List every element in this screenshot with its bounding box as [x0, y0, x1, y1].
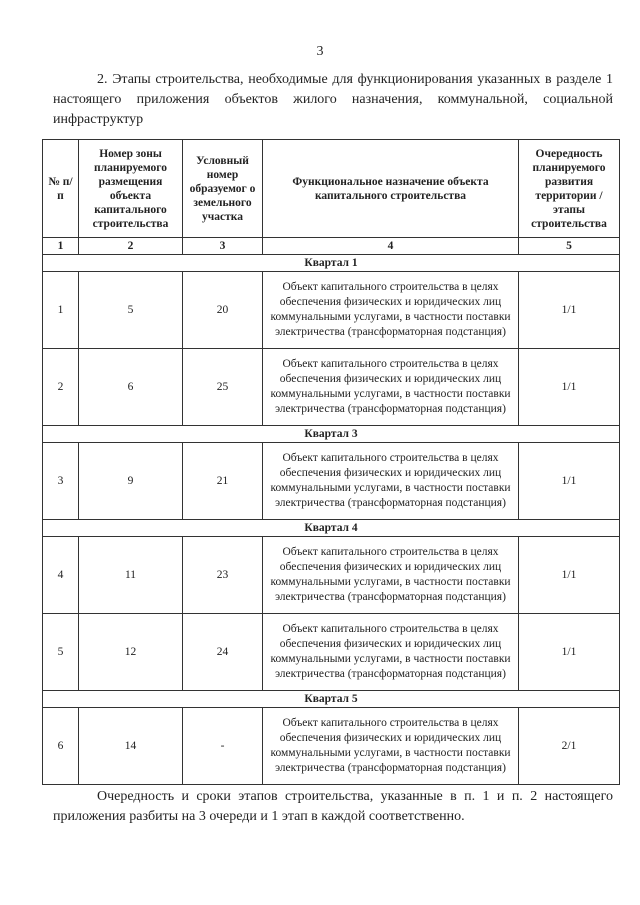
- row-number: 2: [43, 349, 79, 426]
- block-title: Квартал 4: [43, 520, 620, 537]
- table-row: [43, 272, 620, 349]
- table-row: [43, 708, 620, 785]
- header-number: № п/п: [43, 140, 79, 238]
- row-plot: 24: [183, 614, 263, 691]
- row-number: 4: [43, 537, 79, 614]
- row-plot: 21: [183, 443, 263, 520]
- header-row: [43, 140, 620, 238]
- row-purpose: Объект капитального строительства в целях обеспечения физических и юридических лиц коммунальными услугами, в частности поставки электричества (трансформаторная подстанция): [263, 443, 519, 520]
- header-plot: Условный номер образуемог о земельного участка: [183, 140, 263, 238]
- row-number: 5: [43, 614, 79, 691]
- row-number: 6: [43, 708, 79, 785]
- row-zone: 12: [79, 614, 183, 691]
- row-plot: 20: [183, 272, 263, 349]
- row-stage: 1/1: [519, 272, 620, 349]
- row-number: 1: [43, 272, 79, 349]
- row-purpose: Объект капитального строительства в целях обеспечения физических и юридических лиц коммунальными услугами, в частности поставки электричества (трансформаторная подстанция): [263, 537, 519, 614]
- row-stage: 1/1: [519, 443, 620, 520]
- header-purpose: Функциональное назначение объекта капитального строительства: [263, 140, 519, 238]
- row-number: 3: [43, 443, 79, 520]
- table-row: [43, 614, 620, 691]
- row-zone: 14: [79, 708, 183, 785]
- table-row: [43, 443, 620, 520]
- block-header-row: [43, 255, 620, 272]
- row-plot: 23: [183, 537, 263, 614]
- block-header-row: [43, 691, 620, 708]
- row-stage: 1/1: [519, 537, 620, 614]
- row-purpose: Объект капитального строительства в целях обеспечения физических и юридических лиц коммунальными услугами, в частности поставки электричества (трансформаторная подстанция): [263, 272, 519, 349]
- intro-paragraph: 2. Этапы строительства, необходимые для функционирования указанных в разделе 1 настоящего приложения объектов жилого назначения, коммунальной, социальной инфраструктур: [53, 72, 613, 127]
- row-stage: 1/1: [519, 349, 620, 426]
- header-zone: Номер зоны планируемого размещения объекта капитального строительства: [79, 140, 183, 238]
- row-plot: 25: [183, 349, 263, 426]
- table-row: [43, 537, 620, 614]
- block-title: Квартал 3: [43, 426, 620, 443]
- column-number: 5: [519, 238, 620, 255]
- row-zone: 5: [79, 272, 183, 349]
- construction-stages-table: [42, 139, 620, 785]
- column-number-row: [43, 238, 620, 255]
- block-title: Квартал 1: [43, 255, 620, 272]
- row-stage: 2/1: [519, 708, 620, 785]
- row-zone: 9: [79, 443, 183, 520]
- block-title: Квартал 5: [43, 691, 620, 708]
- block-header-row: [43, 520, 620, 537]
- row-zone: 11: [79, 537, 183, 614]
- column-number: 1: [43, 238, 79, 255]
- header-stage: Очередность планируемого развития территории / этапы строительства: [519, 140, 620, 238]
- row-zone: 6: [79, 349, 183, 426]
- row-purpose: Объект капитального строительства в целях обеспечения физических и юридических лиц коммунальными услугами, в частности поставки электричества (трансформаторная подстанция): [263, 349, 519, 426]
- page-number: 3: [316, 44, 324, 59]
- column-number: 3: [183, 238, 263, 255]
- column-number: 4: [263, 238, 519, 255]
- table-row: [43, 349, 620, 426]
- row-purpose: Объект капитального строительства в целях обеспечения физических и юридических лиц коммунальными услугами, в частности поставки электричества (трансформаторная подстанция): [263, 708, 519, 785]
- row-purpose: Объект капитального строительства в целях обеспечения физических и юридических лиц коммунальными услугами, в частности поставки электричества (трансформаторная подстанция): [263, 614, 519, 691]
- row-stage: 1/1: [519, 614, 620, 691]
- block-header-row: [43, 426, 620, 443]
- closing-paragraph: Очередность и сроки этапов строительства, указанные в п. 1 и п. 2 настоящего приложения разбиты на 3 очереди и 1 этап в каждой соответственно.: [53, 789, 613, 824]
- row-plot: -: [183, 708, 263, 785]
- column-number: 2: [79, 238, 183, 255]
